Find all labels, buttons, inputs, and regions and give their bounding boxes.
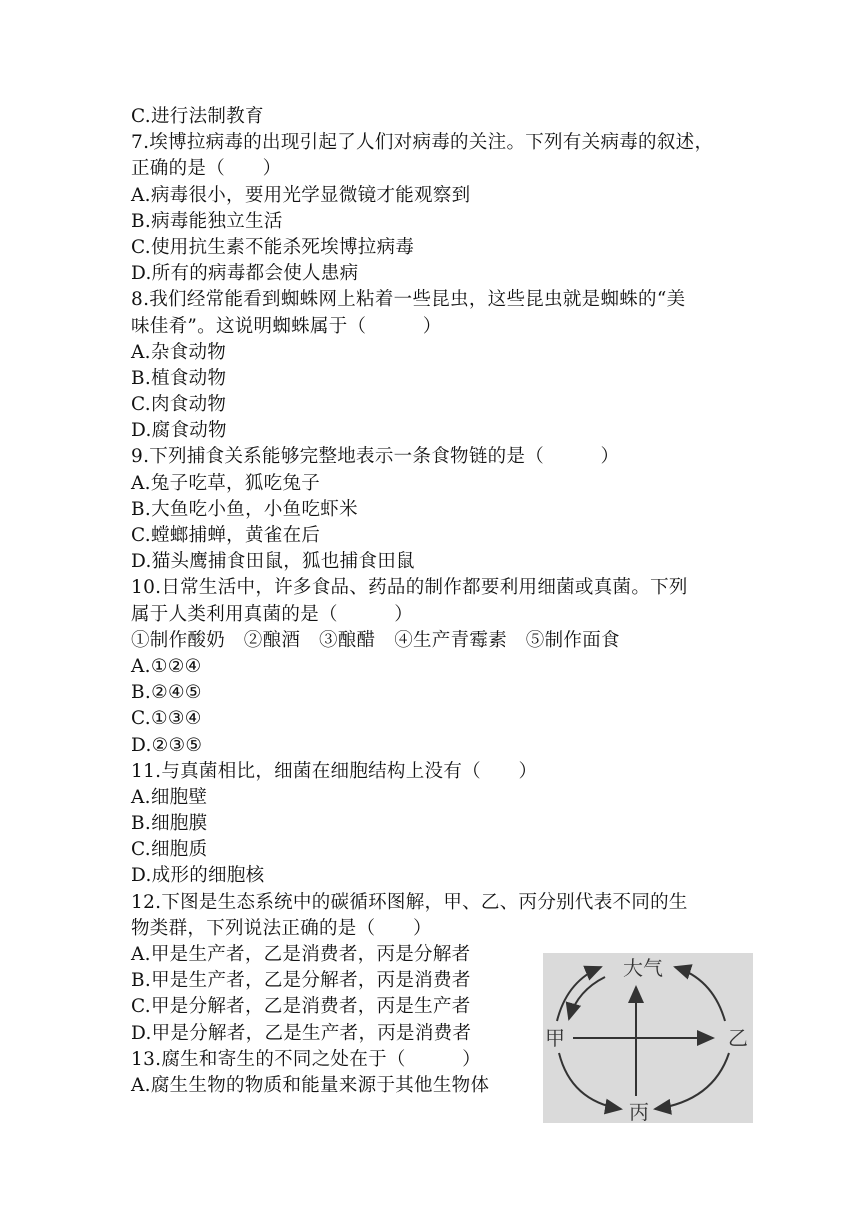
text-line: 物类群，下列说法正确的是（ ） xyxy=(131,917,432,939)
label-jia: 甲 xyxy=(545,1026,565,1050)
arrow-atmosphere-to-jia xyxy=(569,977,605,1019)
arrow-jia-to-atmosphere xyxy=(557,967,601,1021)
text-line: D.甲是分解者，乙是生产者，丙是消费者 xyxy=(131,1022,472,1044)
arrow-yi-to-atmosphere xyxy=(675,967,725,1021)
text-line: B.病毒能独立生活 xyxy=(131,210,283,232)
text-line: A.细胞壁 xyxy=(131,786,208,808)
carbon-cycle-diagram xyxy=(543,953,753,1123)
text-line: D.②③⑤ xyxy=(131,734,203,756)
text-line: 10.日常生活中，许多食品、药品的制作都要利用细菌或真菌。下列 xyxy=(131,577,688,599)
text-line: ①制作酸奶 ②酿酒 ③酿醋 ④生产青霉素 ⑤制作面食 xyxy=(131,629,620,651)
text-line: B.大鱼吃小鱼，小鱼吃虾米 xyxy=(131,498,358,520)
label-atmosphere: 大气 xyxy=(623,956,663,980)
arrow-jia-to-bing xyxy=(559,1053,621,1109)
text-line: A.腐生生物的物质和能量来源于其他生物体 xyxy=(131,1074,490,1096)
text-line: 味佳肴”。这说明蜘蛛属于（ ） xyxy=(131,315,442,337)
text-line: C.细胞质 xyxy=(131,839,208,861)
text-line: C.螳螂捕蝉，黄雀在后 xyxy=(131,525,321,546)
label-bing: 丙 xyxy=(629,1100,649,1123)
text-line: 11.与真菌相比，细菌在细胞结构上没有（ ） xyxy=(131,760,538,782)
text-line: A.①②④ xyxy=(131,655,202,677)
text-line: B.细胞膜 xyxy=(131,813,208,835)
text-line: 7.埃博拉病毒的出现引起了人们对病毒的关注。下列有关病毒的叙述， xyxy=(131,132,714,154)
text-line: 8.我们经常能看到蜘蛛网上粘着一些昆虫，这些昆虫就是蜘蛛的“美 xyxy=(131,289,686,311)
text-line: C.进行法制教育 xyxy=(131,106,264,127)
text-line: 9.下列捕食关系能够完整地表示一条食物链的是（ ） xyxy=(131,446,620,468)
text-line: A.甲是生产者，乙是消费者，丙是分解者 xyxy=(131,944,471,965)
text-line: A.病毒很小，要用光学显微镜才能观察到 xyxy=(131,184,471,206)
text-line: 13.腐生和寄生的不同之处在于（ ） xyxy=(131,1048,481,1070)
text-line: C.甲是分解者，乙是消费者，丙是生产者 xyxy=(131,996,471,1018)
text-line: C.使用抗生素不能杀死埃博拉病毒 xyxy=(131,236,415,258)
text-line: 正确的是（ ） xyxy=(131,158,282,180)
text-line: B.甲是生产者，乙是分解者，丙是消费者 xyxy=(131,970,471,992)
carbon-cycle-figure xyxy=(543,953,753,1123)
text-line: 12.下图是生态系统中的碳循环图解，甲、乙、丙分别代表不同的生 xyxy=(131,891,688,913)
text-line: 属于人类利用真菌的是（ ） xyxy=(131,603,414,625)
text-line: A.兔子吃草，狐吃兔子 xyxy=(131,472,321,494)
text-line: C.①③④ xyxy=(131,708,202,730)
text-line: D.成形的细胞核 xyxy=(131,865,265,887)
text-line: B.②④⑤ xyxy=(131,682,202,704)
question-text xyxy=(131,104,741,1099)
label-yi: 乙 xyxy=(728,1026,748,1050)
text-line: D.腐食动物 xyxy=(131,420,227,442)
arrow-yi-to-bing xyxy=(655,1053,729,1109)
text-line: B.植食动物 xyxy=(131,367,227,389)
text-line: D.所有的病毒都会使人患病 xyxy=(131,263,359,285)
text-line: D.猫头鹰捕食田鼠，狐也捕食田鼠 xyxy=(131,551,415,573)
text-line: C.肉食动物 xyxy=(131,394,227,416)
text-line: A.杂食动物 xyxy=(131,341,227,363)
